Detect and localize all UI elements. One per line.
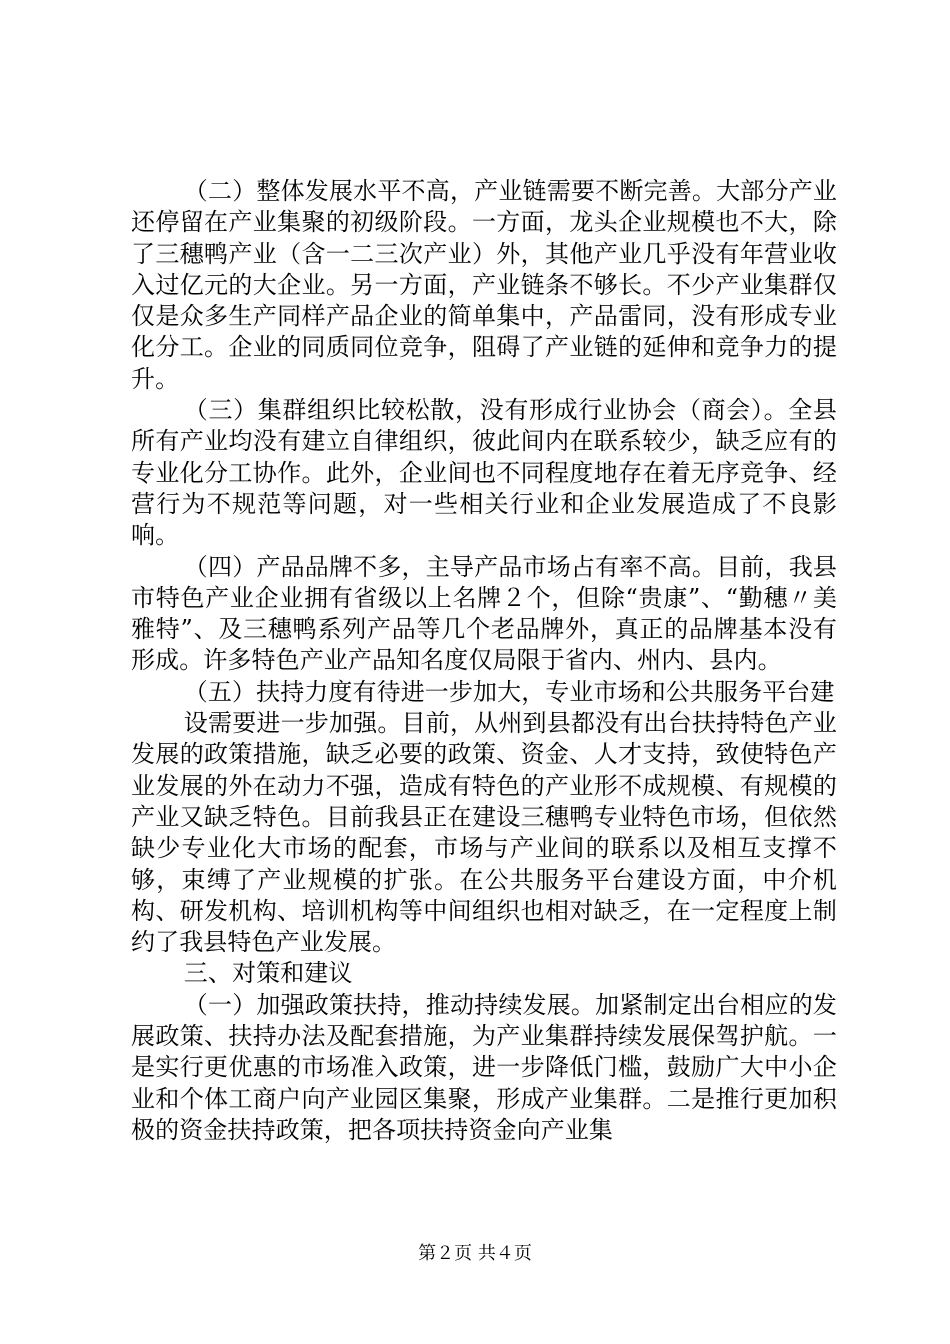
section-heading-3: 三、对策和建议 bbox=[183, 959, 353, 988]
document-body bbox=[131, 176, 837, 1146]
paragraph-2: （二）整体发展水平不高，产业链需要不断完善。大部分产业还停留在产业集聚的初级阶段。一方面，龙头企业规模也不大，除了三穗鸭产业（含一二三次产业）外，其他产业几乎没有年营业收入过亿元的大企业。另一方面，产业链条不够长。不少产业集群仅仅是众多生产同样产品企业的简单集中，产品雷同，没有形成专业化分工。企业的同质同位竞争，阻碍了产业链的延伸和竞争力的提升。 bbox=[131, 177, 837, 393]
paragraph-5-heading: （五）扶持力度有待进一步加大，专业市场和公共服务平台建 bbox=[183, 677, 835, 706]
page-footer: 第２页 共４页 bbox=[418, 1243, 532, 1264]
paragraph-5-body: 设需要进一步加强。目前，从州到县都没有出台扶持特色产业发展的政策措施，缺乏必要的政策、资金、人才支持，致使特色产业发展的外在动力不强，造成有特色的产业形不成规模、有规模的产业又缺乏特色。目前我县正在建设三穗鸭专业特色市场，但依然缺少专业化大市场的配套，市场与产业间的联系以及相互支撑不够，束缚了产业规模的扩张。在公共服务平台建设方面，中介机构、研发机构、培训机构等中间组织也相对缺乏，在一定程度上制约了我县特色产业发展。 bbox=[131, 709, 837, 957]
paragraph-3: （三）集群组织比较松散，没有形成行业协会（商会）。全县所有产业均没有建立自律组织，彼此间内在联系较少，缺乏应有的专业化分工协作。此外，企业间也不同程度地存在着无序竞争、经营行为不规范等问题，对一些相关行业和企业发展造成了不良影响。 bbox=[131, 396, 837, 550]
paragraph-4: （四）产品品牌不多，主导产品市场占有率不高。目前，我县市特色产业企业拥有省级以上名牌２个，但除“贵康”、“勤穗〃美雅特”、及三穗鸭系列产品等几个老品牌外，真正的品牌基本没有形成。许多特色产业产品知名度仅局限于省内、州内、县内。 bbox=[131, 552, 837, 675]
paragraph-strategy-1: （一）加强政策扶持，推动持续发展。加紧制定出台相应的发展政策、扶持办法及配套措施，为产业集群持续发展保驾护航。一是实行更优惠的市场准入政策，进一步降低门槛，鼓励广大中小企业和个体工商户向产业园区集聚，形成产业集群。二是推行更加积极的资金扶持政策，把各项扶持资金向产业集 bbox=[131, 990, 837, 1144]
